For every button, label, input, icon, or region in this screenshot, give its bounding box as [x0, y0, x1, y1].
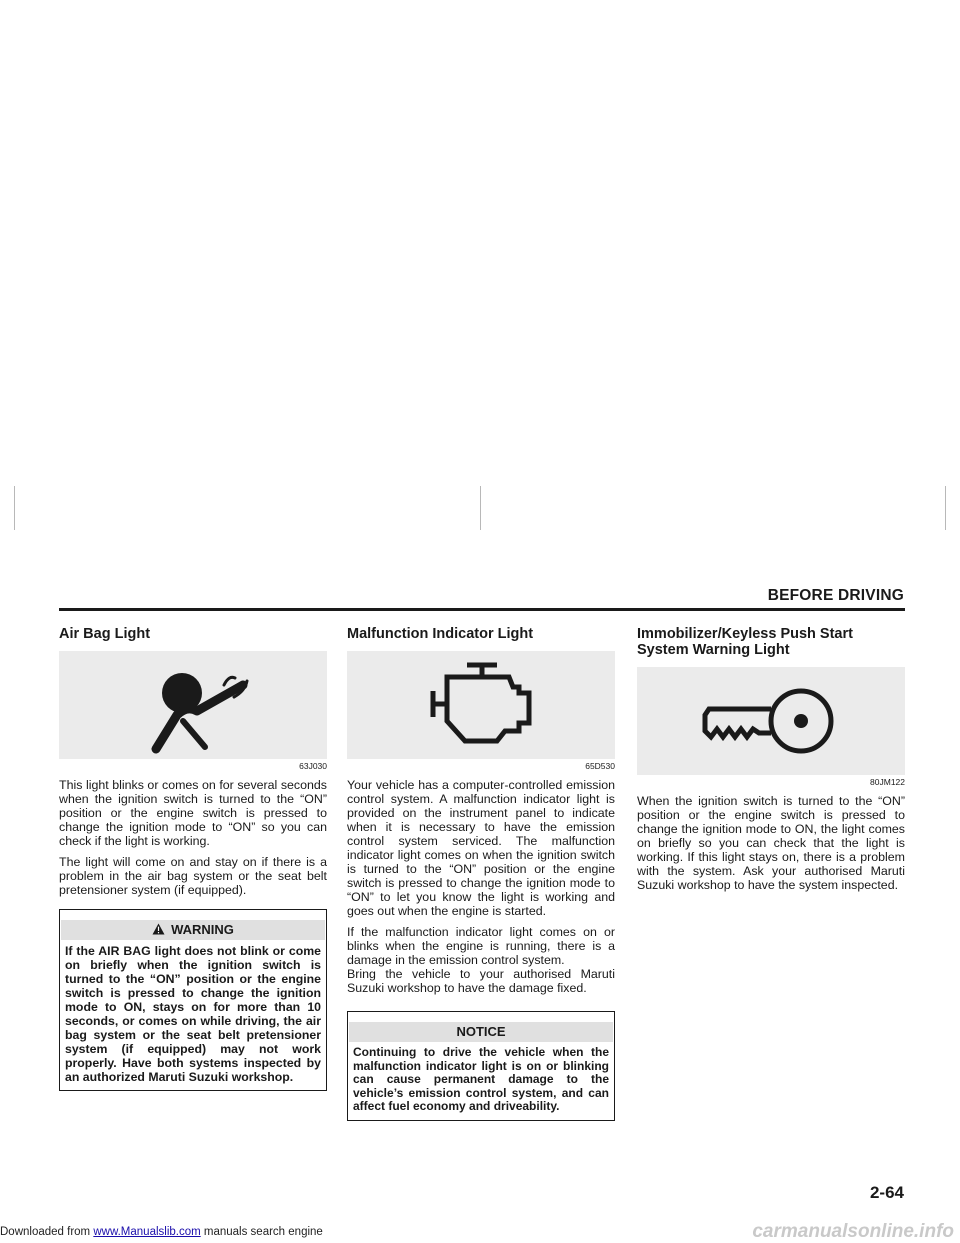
crop-mark [14, 486, 15, 530]
figure-code: 80JM122 [870, 777, 905, 787]
crop-mark [480, 486, 481, 530]
section-title: Air Bag Light [59, 626, 151, 642]
airbag-icon [59, 651, 327, 759]
watermark: carmanualsonline.info [752, 1221, 954, 1242]
column-immobilizer-warning-light [637, 626, 905, 899]
crop-mark [945, 486, 946, 530]
figure-box [347, 651, 615, 759]
warning-header [61, 920, 325, 940]
column-malfunction-indicator-light [347, 626, 615, 1121]
body-paragraph: If the malfunction indicator light comes on or blinks when the engine is running, there is a damage in the emission control system. Bring the vehicle to your authorised Maruti Suzuki workshop to have the damage fixed. [347, 925, 615, 995]
body-paragraph: The light will come on and stay on if there is a problem in the air bag system or the seat belt pretensioner system (if equipped). [59, 855, 327, 897]
notice-text: Continuing to drive the vehicle when the malfunction indicator light is on or blinking can cause permanent damage to the vehicle’s emission control system, and can affect fuel economy and driveability. [353, 1045, 609, 1114]
figure-code: 63J030 [299, 761, 327, 771]
section-title: Immobilizer/Keyless Push Start System Warning Light [637, 626, 853, 658]
section-title: Malfunction Indicator Light [347, 626, 534, 642]
check-engine-icon [347, 651, 615, 759]
footer-prefix: Downloaded from [0, 1226, 94, 1238]
warning-label: WARNING [171, 922, 234, 937]
notice-header: NOTICE [349, 1022, 613, 1042]
section-header: BEFORE DRIVING [767, 587, 904, 604]
body-paragraph: Your vehicle has a computer-controlled emission control system. A malfunction indicator light is provided on the instrument panel to indicate when it is necessary to have the emission control system serviced. The malfunction indicator light comes on when the ignition switch is turned to the “ON” position or the engine switch is pressed to change the ignition mode to “ON” to let you know the light is working and goes out when the engine is started. [347, 778, 615, 918]
column-air-bag-light [59, 626, 327, 1091]
header-rule [59, 608, 905, 611]
warning-box [59, 909, 327, 1091]
footer-suffix: manuals search engine [200, 1226, 323, 1238]
warning-triangle-icon [152, 923, 165, 935]
body-paragraph: When the ignition switch is turned to the “ON” position or the engine switch is pressed to change the ignition mode to ON, the light comes on briefly so you can check that the light is working. If this light stays on, there is a problem with the system. Ask your authorised Maruti Suzuki workshop to have the system inspected. [637, 794, 905, 892]
body-paragraph: This light blinks or comes on for several seconds when the ignition switch is turned to the “ON” position or the engine switch is pressed to change the ignition mode to “ON” so you can check if the light is working. [59, 778, 327, 848]
figure-box [637, 667, 905, 775]
manualslib-link[interactable]: www.Manualslib.com [93, 1226, 201, 1238]
key-icon [637, 667, 905, 775]
notice-box [347, 1011, 615, 1121]
page-number: 2-64 [869, 1183, 904, 1202]
download-footer [0, 1226, 323, 1238]
figure-box [59, 651, 327, 759]
warning-text: If the AIR BAG light does not blink or come on briefly when the ignition switch is turned to the “ON” position or the engine switch is pressed to change the ignition mode to ON, stays on for more than 10 seconds, or comes on while driving, the air bag system or the seat belt pretensioner system (if equipped) may not work properly. Have both systems inspected by an authorized Maruti Suzuki workshop. [65, 944, 321, 1084]
figure-code: 65D530 [585, 761, 615, 771]
